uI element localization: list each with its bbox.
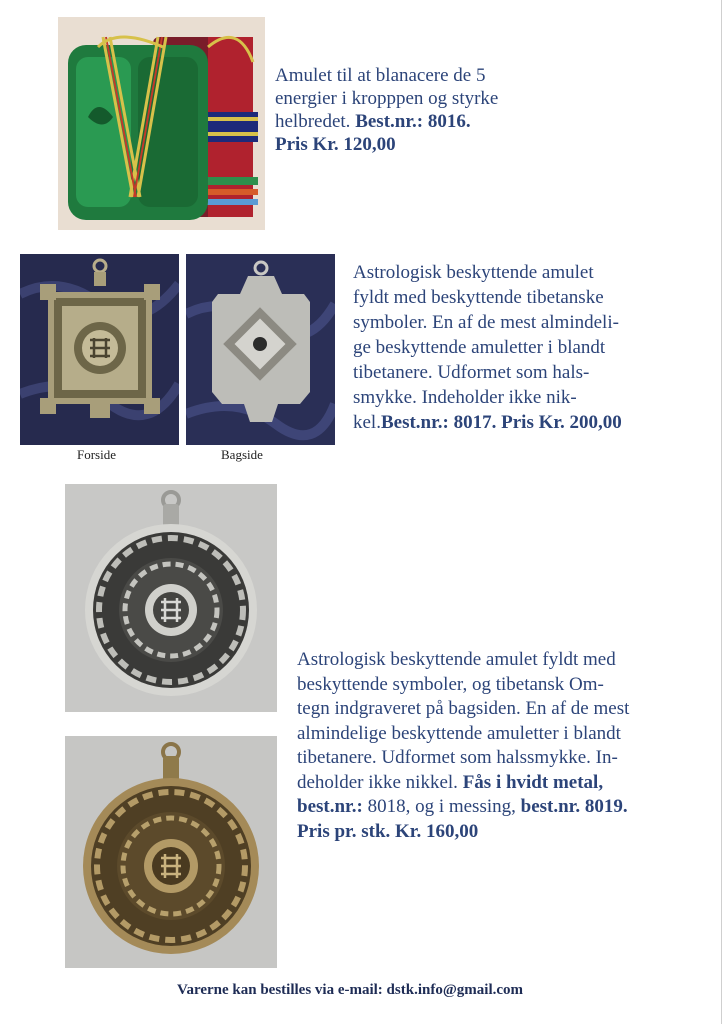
desc-text: 8018, og i messing, — [362, 796, 521, 817]
item-price: Pris Kr. 120,00 — [275, 134, 396, 155]
desc-line: energier i kropppen og styrke — [275, 88, 499, 109]
item-8016-description — [275, 64, 605, 156]
desc-line: symboler. En af de mest almindeli- — [353, 312, 619, 333]
item-number: Best.nr.: 8016. — [355, 111, 471, 132]
item-number: best.nr. 8019. — [520, 796, 628, 817]
desc-line: almindelige beskyttende amuletter i blandt — [297, 722, 621, 744]
item-8017-description — [353, 260, 693, 435]
caption-back: Bagside — [221, 447, 263, 462]
desc-line: fyldt med beskyttende tibetanske — [353, 287, 604, 308]
page-edge-line — [721, 0, 722, 1024]
item-8018-8019-description — [297, 648, 707, 844]
desc-line: beskyttende symboler, og tibetansk Om- — [297, 673, 604, 695]
desc-line — [275, 110, 605, 133]
desc-line: Amulet til at blanacere de 5 — [275, 65, 486, 86]
desc-line: smykke. Indeholder ikke nik- — [353, 387, 577, 408]
desc-text: helbredet. — [275, 111, 356, 132]
desc-line — [297, 771, 707, 796]
round-silver-amulet-photo — [65, 484, 277, 712]
desc-line — [275, 133, 605, 156]
order-info-footer: Varerne kan bestilles via e-mail: dstk.info@gmail.com — [176, 982, 524, 998]
desc-line: tibetanere. Udformet som halssmykke. In- — [297, 747, 618, 768]
green-pouch-amulet-photo — [58, 17, 265, 230]
desc-line: Astrologisk beskyttende amulet fyldt med — [297, 649, 616, 670]
metal-option: Fås i hvidt metal, — [462, 771, 604, 793]
square-amulet-back-photo — [186, 254, 335, 445]
desc-line — [353, 410, 693, 435]
round-brass-amulet-photo — [65, 736, 277, 968]
item-number-label: best.nr.: — [297, 796, 363, 817]
item-number-price: Best.nr.: 8017. Pris Kr. 200,00 — [380, 412, 622, 433]
desc-line — [297, 795, 707, 820]
desc-line: tegn indgraveret på bagsiden. En af de mest — [297, 698, 630, 719]
desc-line: ge beskyttende amuletter i blandt — [353, 337, 606, 358]
square-amulet-front-photo — [20, 254, 179, 445]
caption-front: Forside — [77, 447, 116, 462]
desc-line: tibetanere. Udformet som hals- — [353, 362, 590, 383]
desc-line: Astrologisk beskyttende amulet — [353, 262, 594, 283]
desc-text: deholder ikke nikkel. — [297, 771, 463, 793]
desc-line — [297, 820, 707, 845]
desc-text: kel. — [353, 412, 381, 433]
item-price: Pris pr. stk. Kr. 160,00 — [297, 820, 479, 842]
